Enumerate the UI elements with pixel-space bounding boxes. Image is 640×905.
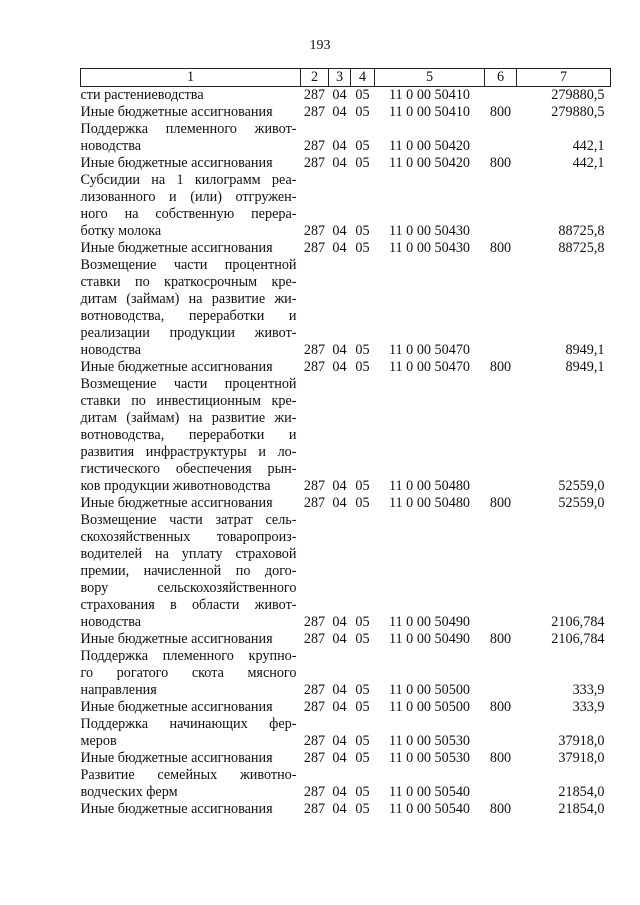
section-code: 04 [332,784,347,800]
description-line: Поддержка начинающих фер- [80,716,297,732]
target-article-code: 11 0 00 50480 [388,495,471,511]
row-description [81,801,301,818]
table-row [81,699,611,716]
table-row [81,240,611,257]
subsection-code: 05 [355,104,370,120]
row-description [81,631,301,648]
table-header-row [81,69,611,87]
grbs-code: 287 [303,614,326,630]
subsection-code: 05 [355,138,370,154]
description-line: водителей на уплату страховой [80,546,297,562]
amount: 442,1 [572,155,605,171]
description-line: го рогатого скота мясного [80,665,297,681]
table-row [81,376,611,495]
amount: 21854,0 [558,784,605,800]
subsection-code: 05 [355,682,370,698]
grbs-code: 287 [303,223,326,239]
description-line: Иные бюджетные ассигнования [80,699,273,715]
budget-table [80,68,611,818]
description-line: лизованного и (или) отгружен- [80,189,297,205]
amount: 52559,0 [558,495,605,511]
expense-type-code: 800 [489,631,512,647]
target-article-code: 11 0 00 50530 [388,733,471,749]
description-line: дитам (займам) на развитие жи- [80,291,297,307]
subsection-code: 05 [355,801,370,817]
grbs-code: 287 [303,495,326,511]
grbs-code: 287 [303,138,326,154]
row-description [81,750,301,767]
grbs-code: 287 [303,699,326,715]
row-description [81,87,301,105]
target-article-code: 11 0 00 50430 [388,223,471,239]
target-article-code: 11 0 00 50490 [388,631,471,647]
expense-type-code: 800 [489,104,512,120]
expense-type-code [485,512,517,631]
table-row [81,121,611,155]
grbs-code: 287 [303,87,326,103]
description-line: вору сельскохозяйственного [80,580,297,596]
description-line: ставки по инвестиционным кре- [80,393,297,409]
target-article-code: 11 0 00 50420 [388,155,471,171]
description-line: вотноводства, переработки и [80,308,297,324]
expense-type-code: 800 [489,699,512,715]
subsection-code: 05 [355,478,370,494]
grbs-code: 287 [303,631,326,647]
expense-type-code: 800 [489,155,512,171]
column-header: 3 [329,69,351,87]
target-article-code: 11 0 00 50470 [388,342,471,358]
amount: 37918,0 [558,733,605,749]
description-line: меров [80,733,117,749]
amount: 37918,0 [558,750,605,766]
page-number: 193 [309,38,331,53]
amount: 333,9 [572,682,605,698]
target-article-code: 11 0 00 50540 [388,801,471,817]
expense-type-code: 800 [489,359,512,375]
grbs-code: 287 [303,359,326,375]
description-line: Иные бюджетные ассигнования [80,495,273,511]
grbs-code: 287 [303,240,326,256]
target-article-code: 11 0 00 50420 [388,138,471,154]
subsection-code: 05 [355,155,370,171]
table-body [81,87,611,819]
table-row [81,512,611,631]
section-code: 04 [332,750,347,766]
row-description [81,512,301,631]
row-description [81,495,301,512]
row-description [81,155,301,172]
subsection-code: 05 [355,359,370,375]
description-line: сти растениеводства [80,87,204,103]
column-header: 1 [81,69,301,87]
description-line: Иные бюджетные ассигнования [80,631,273,647]
description-line: Возмещение части процентной [80,376,297,392]
amount: 279880,5 [551,87,605,103]
description-line: ставки по краткосрочным кре- [80,274,297,290]
amount: 333,9 [572,699,605,715]
amount: 52559,0 [558,478,605,494]
section-code: 04 [332,138,347,154]
subsection-code: 05 [355,614,370,630]
column-header: 6 [485,69,517,87]
expense-type-code [485,648,517,699]
expense-type-code: 800 [489,801,512,817]
section-code: 04 [332,240,347,256]
column-header: 5 [375,69,485,87]
column-header: 7 [517,69,611,87]
section-code: 04 [332,478,347,494]
row-description [81,767,301,801]
target-article-code: 11 0 00 50430 [388,240,471,256]
amount: 21854,0 [558,801,605,817]
target-article-code: 11 0 00 50540 [388,784,471,800]
description-line: новодства [80,614,141,630]
table-row [81,767,611,801]
target-article-code: 11 0 00 50500 [388,682,471,698]
description-line: скохозяйственных товаропроиз- [80,529,297,545]
amount: 8949,1 [565,359,605,375]
table-row [81,631,611,648]
target-article-code: 11 0 00 50410 [388,104,471,120]
table-row [81,172,611,240]
description-line: Иные бюджетные ассигнования [80,240,273,256]
subsection-code: 05 [355,750,370,766]
description-line: Возмещение части процентной [80,257,297,273]
row-description [81,648,301,699]
table-row [81,359,611,376]
description-line: новодства [80,342,141,358]
table-row [81,495,611,512]
column-header: 2 [301,69,329,87]
description-line: водческих ферм [80,784,178,800]
subsection-code: 05 [355,733,370,749]
grbs-code: 287 [303,104,326,120]
section-code: 04 [332,733,347,749]
section-code: 04 [332,495,347,511]
amount: 88725,8 [558,223,605,239]
target-article-code: 11 0 00 50490 [388,614,471,630]
description-line: Развитие семейных животно- [80,767,297,783]
section-code: 04 [332,223,347,239]
row-description [81,359,301,376]
description-line: Субсидии на 1 килограмм реа- [80,172,297,188]
expense-type-code [485,376,517,495]
subsection-code: 05 [355,784,370,800]
expense-type-code [485,172,517,240]
description-line: Иные бюджетные ассигнования [80,359,273,375]
grbs-code: 287 [303,155,326,171]
table-row [81,716,611,750]
row-description [81,716,301,750]
subsection-code: 05 [355,495,370,511]
expense-type-code [485,716,517,750]
grbs-code: 287 [303,478,326,494]
section-code: 04 [332,87,347,103]
section-code: 04 [332,682,347,698]
expense-type-code [485,87,517,105]
description-line: Иные бюджетные ассигнования [80,750,273,766]
row-description [81,104,301,121]
row-description [81,121,301,155]
description-line: реализации продукции живот- [80,325,297,341]
description-line: Возмещение части затрат сель- [80,512,297,528]
description-line: развития инфраструктуры и ло- [80,444,297,460]
description-line: премии, начисленной по дого- [80,563,297,579]
expense-type-code: 800 [489,495,512,511]
section-code: 04 [332,699,347,715]
amount: 8949,1 [565,342,605,358]
column-header: 4 [351,69,375,87]
description-line: направления [80,682,157,698]
row-description [81,172,301,240]
subsection-code: 05 [355,342,370,358]
amount: 442,1 [572,138,605,154]
expense-type-code: 800 [489,750,512,766]
description-line: ного на собственную перера- [80,206,297,222]
table-row [81,104,611,121]
subsection-code: 05 [355,223,370,239]
subsection-code: 05 [355,240,370,256]
description-line: Иные бюджетные ассигнования [80,104,273,120]
amount: 88725,8 [558,240,605,256]
grbs-code: 287 [303,750,326,766]
target-article-code: 11 0 00 50500 [388,699,471,715]
section-code: 04 [332,155,347,171]
description-line: вотноводства, переработки и [80,427,297,443]
subsection-code: 05 [355,631,370,647]
row-description [81,257,301,359]
grbs-code: 287 [303,784,326,800]
subsection-code: 05 [355,699,370,715]
table-row [81,87,611,105]
description-line: Поддержка племенного живот- [80,121,297,137]
subsection-code: 05 [355,87,370,103]
target-article-code: 11 0 00 50470 [388,359,471,375]
description-line: дитам (займам) на развитие жи- [80,410,297,426]
description-line: страхования в области живот- [80,597,297,613]
table-row [81,801,611,818]
table-row [81,648,611,699]
expense-type-code [485,121,517,155]
expense-type-code [485,767,517,801]
target-article-code: 11 0 00 50480 [388,478,471,494]
row-description [81,240,301,257]
description-line: ков продукции животноводства [80,478,271,494]
description-line: Иные бюджетные ассигнования [80,155,273,171]
grbs-code: 287 [303,682,326,698]
section-code: 04 [332,801,347,817]
description-line: новодства [80,138,141,154]
amount: 2106,784 [551,631,605,647]
description-line: Иные бюджетные ассигнования [80,801,273,817]
amount: 279880,5 [551,104,605,120]
expense-type-code [485,257,517,359]
description-line: Поддержка племенного крупно- [80,648,297,664]
section-code: 04 [332,342,347,358]
expense-type-code: 800 [489,240,512,256]
target-article-code: 11 0 00 50410 [388,87,471,103]
grbs-code: 287 [303,342,326,358]
section-code: 04 [332,359,347,375]
grbs-code: 287 [303,801,326,817]
grbs-code: 287 [303,733,326,749]
description-line: ботку молока [80,223,162,239]
row-description [81,376,301,495]
section-code: 04 [332,104,347,120]
row-description [81,699,301,716]
table-row [81,155,611,172]
amount: 2106,784 [551,614,605,630]
section-code: 04 [332,614,347,630]
target-article-code: 11 0 00 50530 [388,750,471,766]
section-code: 04 [332,631,347,647]
table-row [81,257,611,359]
table-row [81,750,611,767]
description-line: гистического обеспечения рын- [80,461,297,477]
